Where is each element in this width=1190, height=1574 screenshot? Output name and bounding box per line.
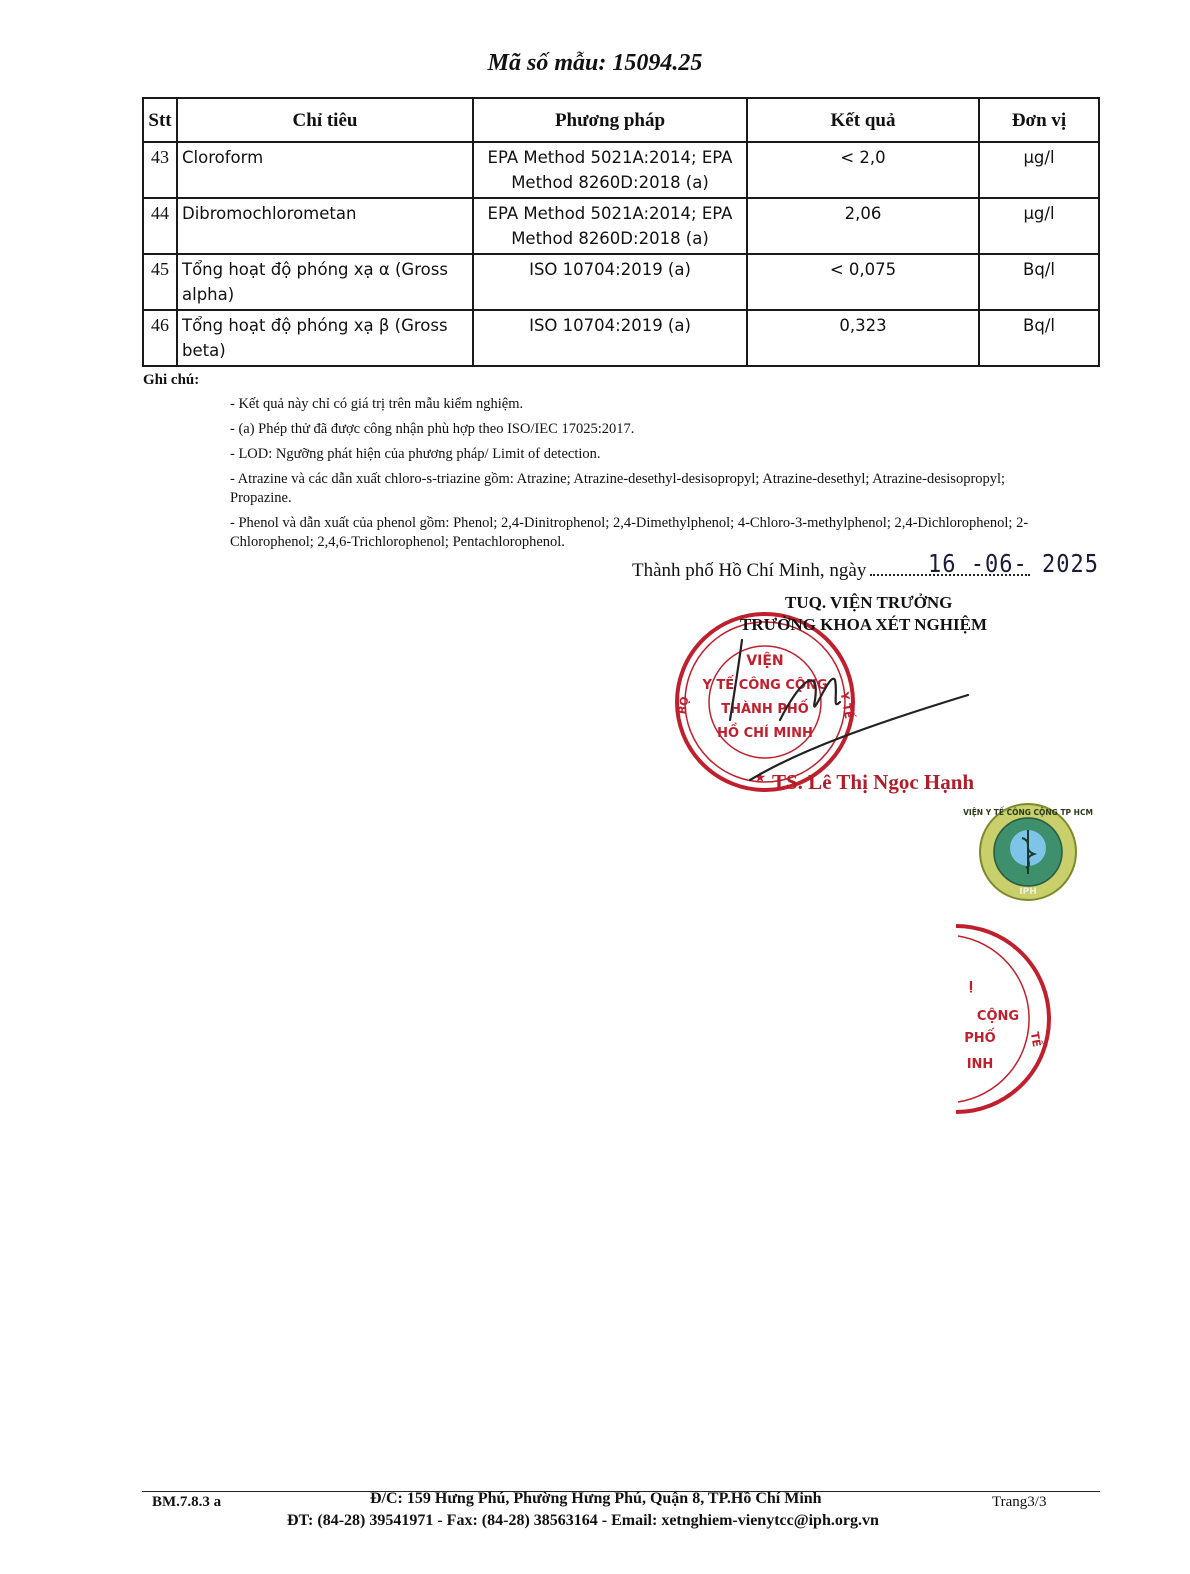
signer-title-line2: TRƯỞNG KHOA XÉT NGHIỆM xyxy=(740,615,987,634)
notes-list xyxy=(230,395,1050,558)
stamp-line: HỒ CHÍ MINH xyxy=(717,726,813,741)
partial-red-stamp xyxy=(946,920,1056,1120)
row-indicator: Tổng hoạt độ phóng xạ α (Gross alpha) xyxy=(177,254,473,310)
table-header-row xyxy=(143,98,1099,142)
header-indicator: Chỉ tiêu xyxy=(177,98,473,142)
note-item: - LOD: Ngưỡng phát hiện của phương pháp/ Limit of detection. xyxy=(230,446,601,462)
table-row xyxy=(143,254,1099,310)
results-table xyxy=(142,97,1100,367)
iph-hologram-seal xyxy=(963,802,1093,902)
stamp-star-icon: ★ xyxy=(753,770,767,786)
row-result: 0,323 xyxy=(747,310,979,366)
stamp-line: THÀNH PHỐ xyxy=(721,702,809,717)
seal-bottom-text: IPH xyxy=(1019,887,1037,897)
row-result: < 0,075 xyxy=(747,254,979,310)
row-indicator: Dibromochlorometan xyxy=(177,198,473,254)
partial-stamp-right-mark: TẾ xyxy=(1027,1030,1044,1048)
stamp-left-mark: BỘ xyxy=(675,695,692,716)
table-row xyxy=(143,142,1099,198)
partial-stamp-line: CỘNG xyxy=(976,1009,1020,1024)
partial-stamp-line: Ị xyxy=(968,979,974,993)
header-method: Phương pháp xyxy=(473,98,747,142)
footer-contact: ĐT: (84-28) 39541971 - Fax: (84-28) 38563164 - Email: xetnghiem-vienytcc@iph.org.vn xyxy=(287,1512,879,1529)
table-row xyxy=(143,310,1099,366)
row-stt: 46 xyxy=(143,310,177,366)
note-item: - Kết quả này chỉ có giá trị trên mẫu kiểm nghiệm. xyxy=(230,396,524,412)
partial-stamp-line: INH xyxy=(966,1057,994,1072)
footer-page-number: Trang3/3 xyxy=(992,1494,1047,1510)
signer-title-line1: TUQ. VIỆN TRƯỞNG xyxy=(785,593,953,612)
row-unit: Bq/l xyxy=(979,310,1099,366)
row-unit: µg/l xyxy=(979,198,1099,254)
note-item: - (a) Phép thử đã được công nhận phù hợp theo ISO/IEC 17025:2017. xyxy=(230,421,635,437)
stamp-right-mark: Y TẾ xyxy=(837,691,856,720)
handwritten-date: 16 -06- 2025 xyxy=(928,550,1099,579)
header-stt: Stt xyxy=(143,98,177,142)
table-row xyxy=(143,198,1099,254)
stamp-line: VIỆN xyxy=(746,653,784,669)
seal-ring-text: VIỆN Y TẾ CÔNG CỘNG TP HCM xyxy=(963,808,1093,817)
footer-form-code: BM.7.8.3 a xyxy=(152,1494,222,1510)
stamp-line: Y TẾ CÔNG CỘNG xyxy=(702,678,828,693)
row-result: 2,06 xyxy=(747,198,979,254)
row-indicator: Tổng hoạt độ phóng xạ β (Gross beta) xyxy=(177,310,473,366)
row-method: ISO 10704:2019 (a) xyxy=(473,254,747,310)
place-date-label: Thành phố Hồ Chí Minh, ngày xyxy=(632,560,867,581)
row-unit: µg/l xyxy=(979,142,1099,198)
row-unit: Bq/l xyxy=(979,254,1099,310)
sample-code-title: Mã số mẫu: 15094.25 xyxy=(487,50,703,76)
row-result: < 2,0 xyxy=(747,142,979,198)
partial-stamp-line: PHỐ xyxy=(964,1031,996,1046)
header-unit: Đơn vị xyxy=(979,98,1099,142)
row-method: ISO 10704:2019 (a) xyxy=(473,310,747,366)
row-method: EPA Method 5021A:2014; EPA Method 8260D:2018 (a) xyxy=(473,142,747,198)
note-item: - Phenol và dẫn xuất của phenol gồm: Phenol; 2,4-Dinitrophenol; 2,4-Dimethylphenol; 4-Chloro-3-methylphenol; 2,4-Dichlorophenol; 2-Chlorophenol; 2,4,6-Trichlorophenol; Pentachlorophenol. xyxy=(230,515,1029,550)
row-method: EPA Method 5021A:2014; EPA Method 8260D:2018 (a) xyxy=(473,198,747,254)
footer-address: Đ/C: 159 Hưng Phú, Phường Hưng Phú, Quận 8, TP.Hồ Chí Minh xyxy=(370,1490,822,1507)
handwritten-signature xyxy=(720,640,980,790)
row-stt: 44 xyxy=(143,198,177,254)
header-result: Kết quả xyxy=(747,98,979,142)
signer-name: TS. Lê Thị Ngọc Hạnh xyxy=(772,770,975,794)
row-stt: 43 xyxy=(143,142,177,198)
row-indicator: Cloroform xyxy=(177,142,473,198)
notes-title: Ghi chú: xyxy=(143,372,200,388)
row-stt: 45 xyxy=(143,254,177,310)
note-item: - Atrazine và các dẫn xuất chloro-s-triazine gồm: Atrazine; Atrazine-desethyl-desisopropyl; Atrazine-desethyl; Atrazine-desisopropyl; Propazine. xyxy=(230,471,1006,506)
